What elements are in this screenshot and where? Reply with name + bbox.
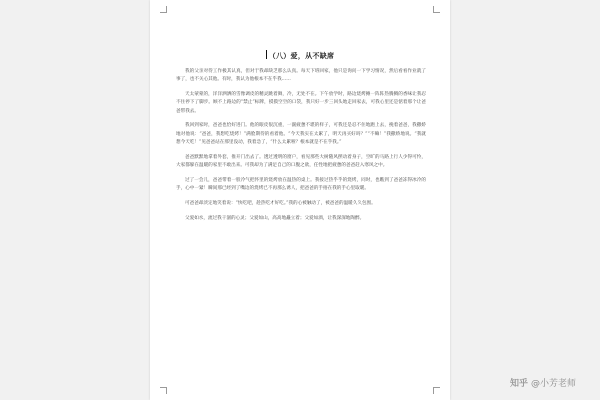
page-corner-mark bbox=[433, 6, 440, 13]
paragraph[interactable]: 可爸爸却淡定地笑着说：“快吃吧，趁热吃才好吃。”我的心被触动了，被爸爸的温暖久久包围。 bbox=[185, 201, 376, 207]
text-cursor bbox=[266, 50, 267, 59]
page-corner-mark bbox=[160, 387, 167, 394]
watermark-brand: 知乎 bbox=[510, 379, 529, 389]
paragraph[interactable]: 天太蒙蒙的，洋洋洒洒的雪像调皮的精灵跳着舞，冷，无处不在。下午放学时，路边烧烤摊一阵阵热腾腾的香味让我忍不住停下了脚步。顾不上路边的“禁止”标牌，摸摸空空的口袋，我只好一步三回头地走回家去，可我心里还是惦着那个让爸爸带我去。 bbox=[176, 92, 426, 114]
watermark bbox=[510, 376, 576, 389]
document-page bbox=[150, 0, 450, 400]
page-corner-mark bbox=[160, 6, 167, 13]
paragraph[interactable]: 我回到家时，爸爸也恰好进门。他的眼皮很沉重，一副疲惫不堪的样子，可我还是忍不住地跑上去，挽着爸爸，我撒娇地对他说：“爸爸，我想吃烧烤！”满脸期待的看着他。“今天我实在太累了，明天再买好吗？”“不嘛！”我撒娇地说。“我就想今天吃！”见爸爸站在那里没动，我着急了，“什么太累啦？根本就是不在乎我。” bbox=[176, 123, 426, 146]
watermark-user: @小芳老师 bbox=[531, 379, 577, 389]
document-title-line[interactable] bbox=[150, 50, 450, 61]
page-corner-mark bbox=[433, 387, 440, 394]
paragraph[interactable]: 爸爸默默地拿着外套，推开门出去了。透过透明的窗户，看见那些大树随风摆动着身子，空旷的马路上行人少得可怜，大家都躲在温暖的家里不敢出来。可我却为了满足自己的口腹之欲，任性地把疲惫的爸爸赶入寒风之中。 bbox=[176, 154, 426, 169]
paragraph[interactable]: 我的父亲对待工作极其认真，但对于我却缺乏那么认真。每天下班回家，他只是询问一下学习情况，然后看看作业就了事了，也不关心其他。有时，我认为他根本不在乎我…… bbox=[176, 69, 426, 83]
document-title[interactable]: （八）爱，从不缺席 bbox=[268, 51, 335, 60]
paragraph[interactable]: 父爱如水，流过我干涸的心灵；父爱如山，高高地矗立着；父爱如酒，让我深深地陶醉。 bbox=[185, 215, 365, 221]
paragraph[interactable]: 过了一会儿，爸爸带着一股冷气把怀里的烧烤放在温热的桌上。我接过热乎乎的烧烤，同时，也瞧到了爸爸冻得冰冷的手，心中一紧！瞬间那已经到了嘴边的烧烤已不再那么诱人，把爸爸的手捂在我的手心里取暖。 bbox=[176, 177, 426, 192]
document-body[interactable] bbox=[176, 68, 426, 230]
